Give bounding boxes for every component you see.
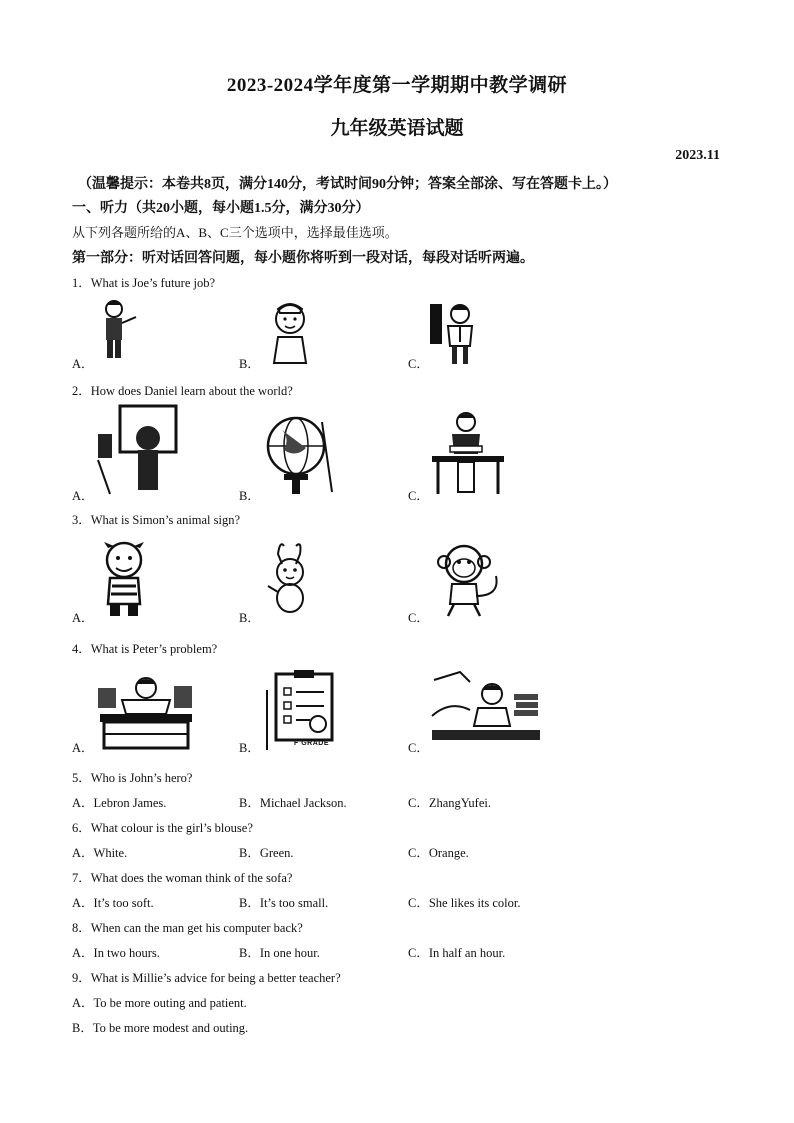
q8-option-a[interactable]: A．In two hours. [72, 946, 160, 960]
test-paper-caption: F GRADE [294, 740, 329, 747]
q1-option-b[interactable]: B． [239, 357, 260, 371]
q7-option-c[interactable]: C．She likes its color. [408, 896, 521, 910]
q6-option-b[interactable]: B．Green. [239, 846, 294, 860]
q7-option-b[interactable]: B．It’s too small. [239, 896, 329, 910]
question-1: 1．What is Joe’s future job? [72, 276, 216, 290]
q6-option-c[interactable]: C．Orange. [408, 846, 469, 860]
q1-option-c[interactable]: C． [408, 357, 429, 371]
test-paper-icon [266, 670, 336, 754]
exam-title: 2023-2024学年度第一学期期中教学调研 [226, 75, 568, 96]
q5-option-b[interactable]: B．Michael Jackson. [239, 796, 347, 810]
globe-icon [262, 408, 336, 498]
q9-option-a[interactable]: A．To be more outing and patient. [72, 996, 247, 1010]
question-3: 3．What is Simon’s animal sign? [72, 513, 241, 527]
question-9: 9．What is Millie’s advice for being a better teacher? [72, 971, 341, 985]
teacher-figure-icon [92, 297, 140, 363]
q8-option-b[interactable]: B．In one hour. [239, 946, 320, 960]
question-2: 2．How does Daniel learn about the world? [72, 384, 293, 398]
q4-option-c[interactable]: C． [408, 741, 429, 755]
q9-option-b[interactable]: B．To be more modest and outing. [72, 1021, 249, 1035]
monkey-icon [430, 540, 506, 620]
q2-option-b[interactable]: B． [239, 489, 260, 503]
question-8: 8．When can the man get his computer back? [72, 921, 303, 935]
q5-option-c[interactable]: C．ZhangYufei. [408, 796, 491, 810]
tiger-icon [96, 540, 156, 620]
part-heading: 第一部分：听对话回答问题，每小题你将听到一段对话，每段对话听两遍。 [72, 251, 534, 266]
tired-student-icon [430, 670, 542, 750]
section-heading: 一、听力（共20小题，每小题1.5分，满分30分） [72, 201, 370, 216]
q3-option-a[interactable]: A． [72, 611, 94, 625]
question-4: 4．What is Peter’s problem? [72, 642, 218, 656]
q2-option-a[interactable]: A． [72, 489, 94, 503]
q3-option-c[interactable]: C． [408, 611, 429, 625]
question-6: 6．What colour is the girl’s blouse? [72, 821, 253, 835]
q8-option-c[interactable]: C．In half an hour. [408, 946, 506, 960]
q2-option-c[interactable]: C． [408, 489, 429, 503]
q1-option-a[interactable]: A． [72, 357, 94, 371]
watching-tv-icon [96, 404, 178, 498]
reading-at-desk-icon [430, 410, 506, 498]
messy-desk-icon [96, 672, 196, 752]
q3-option-b[interactable]: B． [239, 611, 260, 625]
section-instruction: 从下列各题所给的A、B、C三个选项中，选择最佳选项。 [72, 225, 398, 240]
q6-option-a[interactable]: A．White. [72, 846, 128, 860]
q5-option-a[interactable]: A．Lebron James. [72, 796, 167, 810]
notice-text: （温馨提示：本卷共8页，满分140分，考试时间90分钟；答案全部涂、写在答题卡上。） [78, 177, 617, 192]
exam-subtitle: 九年级英语试题 [330, 118, 464, 139]
businessman-figure-icon [428, 300, 488, 366]
q7-option-a[interactable]: A．It’s too soft. [72, 896, 154, 910]
q4-option-b[interactable]: B． [239, 741, 260, 755]
doctor-figure-icon [260, 297, 320, 365]
rabbit-icon [262, 542, 318, 618]
q4-option-a[interactable]: A． [72, 741, 94, 755]
question-7: 7．What does the woman think of the sofa? [72, 871, 293, 885]
exam-date: 2023.11 [675, 148, 720, 163]
question-5: 5．Who is John’s hero? [72, 771, 193, 785]
